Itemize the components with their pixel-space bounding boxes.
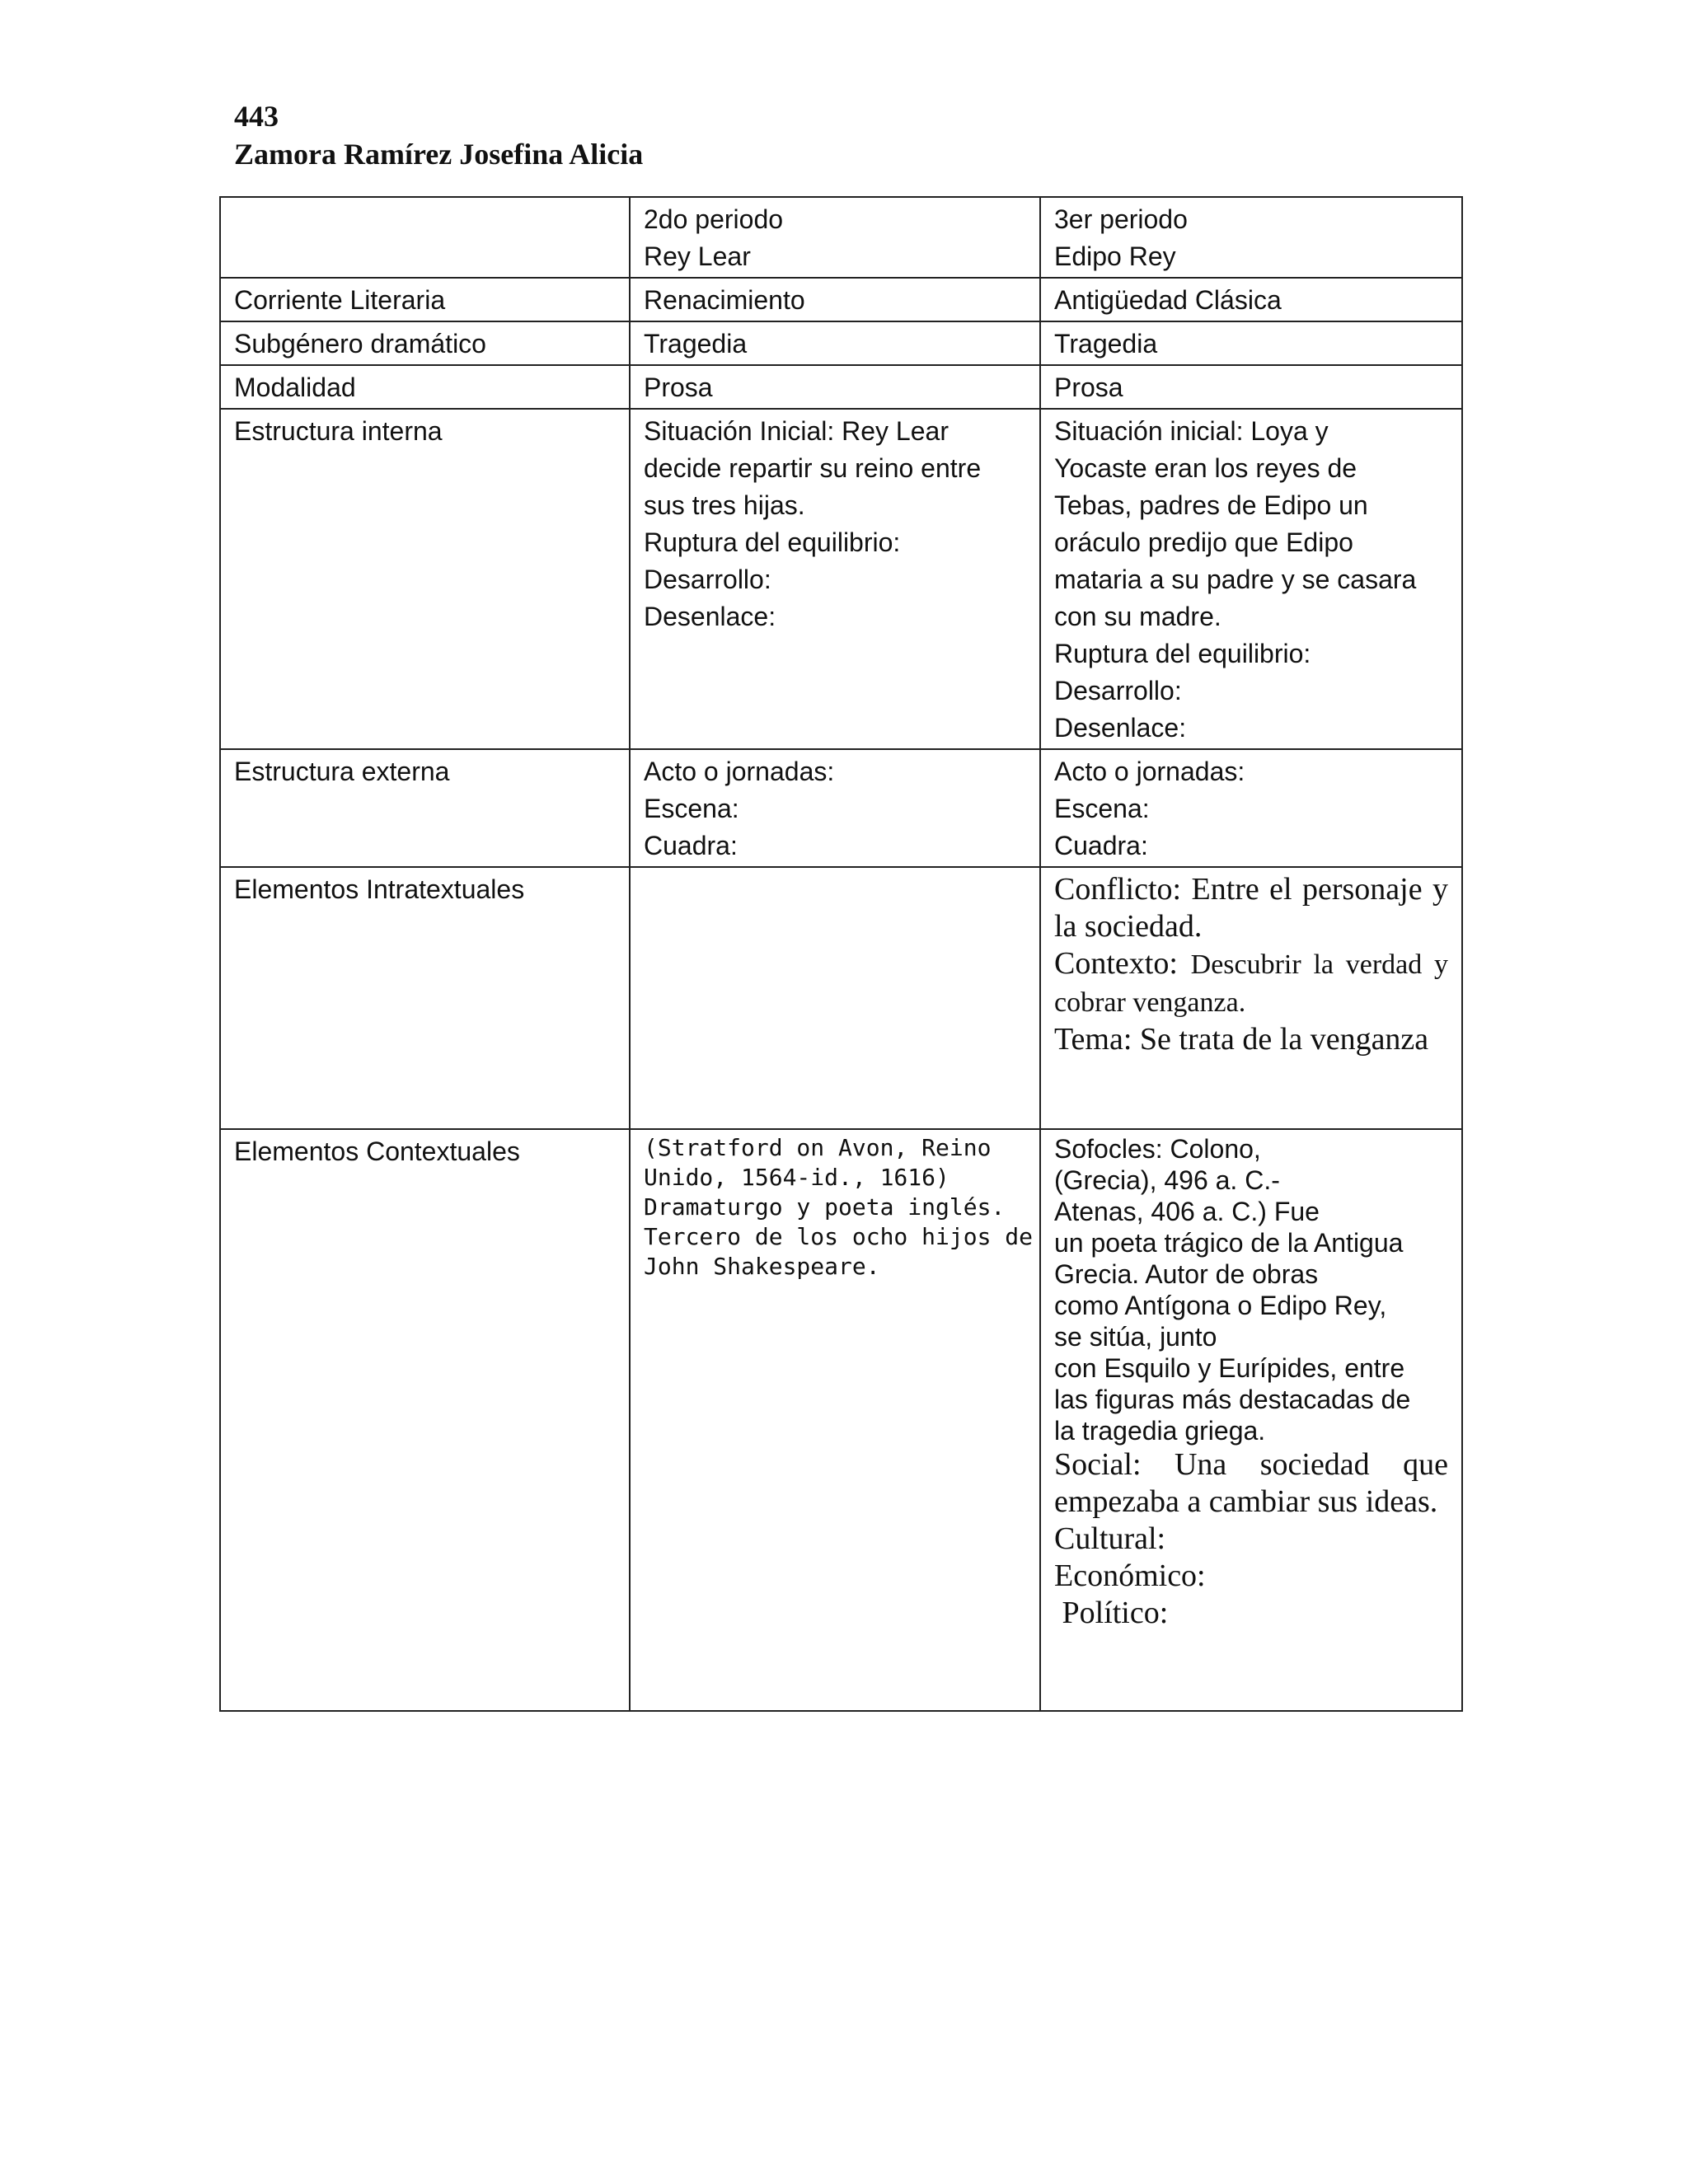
contexto-text: Contexto: Descubrir la verdad y cobrar venganza. — [1054, 946, 1448, 1018]
row-label: Subgénero dramático — [220, 321, 630, 365]
col-header-edipo-rey: 3er periodo Edipo Rey — [1040, 197, 1462, 278]
table-cell: Tragedia — [1040, 321, 1462, 365]
table-cell — [1040, 867, 1462, 1129]
row-label: Modalidad — [220, 365, 630, 409]
table-row — [220, 867, 1462, 1129]
table-cell: Situación inicial: Loya y Yocaste eran los reyes de Tebas, padres de Edipo un oráculo predijo que Edipo mataria a su padre y se casara con su madre. Ruptura del equilibrio: Desarrollo: Desenlace: — [1040, 409, 1462, 749]
economico-text: Económico: — [1054, 1558, 1206, 1593]
table-cell: Acto o jornadas: Escena: Cuadra: — [1040, 749, 1462, 867]
student-name: Zamora Ramírez Josefina Alicia — [234, 138, 644, 171]
table-cell — [630, 867, 1040, 1129]
table-row — [220, 278, 1462, 321]
table-cell: Renacimiento — [630, 278, 1040, 321]
table-cell: Tragedia — [630, 321, 1040, 365]
student-number: 443 — [234, 100, 279, 133]
empty-corner-cell — [220, 197, 630, 278]
comparison-table — [219, 196, 1463, 1712]
table-cell: Prosa — [630, 365, 1040, 409]
table-row — [220, 409, 1462, 749]
row-label: Elementos Contextuales — [220, 1129, 630, 1711]
cultural-text: Cultural: — [1054, 1521, 1166, 1556]
col-header-rey-lear: 2do periodo Rey Lear — [630, 197, 1040, 278]
table-cell: Antigüedad Clásica — [1040, 278, 1462, 321]
table-row — [220, 1129, 1462, 1711]
row-label: Elementos Intratextuales — [220, 867, 630, 1129]
table-row — [220, 321, 1462, 365]
table-row — [220, 365, 1462, 409]
row-label: Corriente Literaria — [220, 278, 630, 321]
table-cell: Sofocles: Colono, (Grecia), 496 a. C.- Atenas, 406 a. C.) Fue un poeta trágico de la Antigua Grecia. Autor de obras como Antígona o Edipo Rey, se sitúa, junto con Esquilo y Eurípides, entre las figuras más destacadas de la tragedia griega. Social: Una sociedad que empezaba a cambiar sus ideas. Cultural: Económico: Político: — [1040, 1129, 1462, 1711]
row-label: Estructura externa — [220, 749, 630, 867]
table-cell: Situación Inicial: Rey Lear decide repartir su reino entre sus tres hijas. Ruptura del equilibrio: Desarrollo: Desenlace: — [630, 409, 1040, 749]
table-cell: Prosa — [1040, 365, 1462, 409]
social-text: Social: Una sociedad que empezaba a cambiar sus ideas. — [1054, 1447, 1448, 1519]
table-cell: Acto o jornadas: Escena: Cuadra: — [630, 749, 1040, 867]
document-header — [234, 97, 643, 173]
table-cell: (Stratford on Avon, Reino Unido, 1564-id., 1616) Dramaturgo y poeta inglés. Tercero de los ocho hijos de John Shakespeare. — [630, 1129, 1040, 1711]
row-label: Estructura interna — [220, 409, 630, 749]
table-row — [220, 749, 1462, 867]
table-header-row — [220, 197, 1462, 278]
conflicto-text: Conflicto: Entre el personaje y la sociedad. — [1054, 872, 1448, 944]
politico-text: Político: — [1054, 1596, 1169, 1630]
tema-text: Tema: Se trata de la venganza — [1054, 1022, 1429, 1057]
